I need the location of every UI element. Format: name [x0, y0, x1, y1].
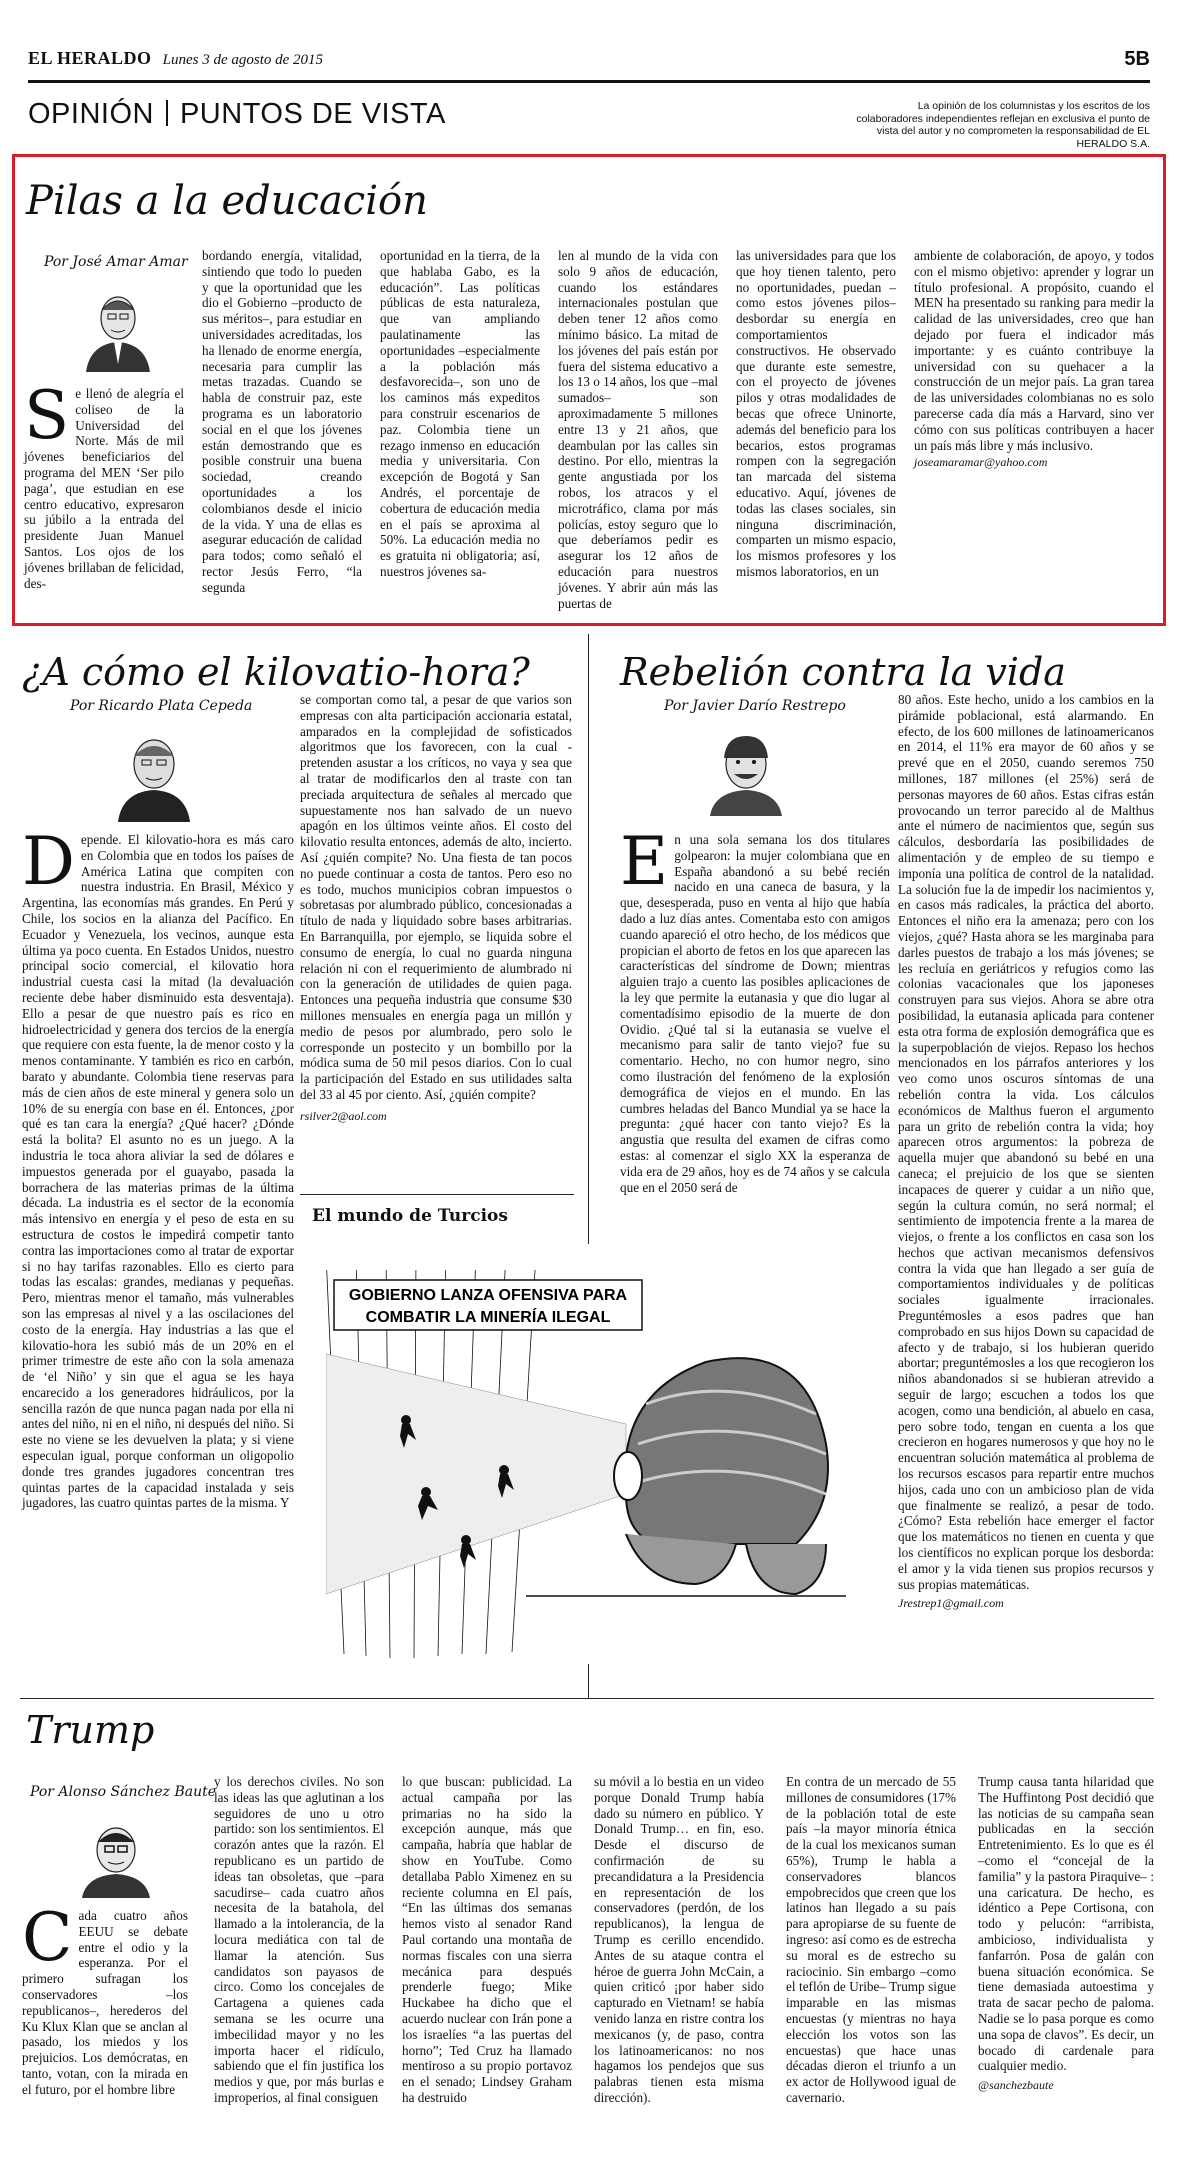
section-name: OPINIÓN [28, 98, 154, 130]
article-column-4: su móvil a lo bestia en un video porque Donald Trump había dado su número en público. Y Donald Trump… en fin, eso. Desde el discurso de confirmación de su precandidatura a la Presidencia en representación de los conservadores (perdón, de los republicanos), la lengua de Trump es cerillo encendido. Antes de su ataque contra el héroe de guerra John McCain, a quien criticó ¡por haber sido capturado en Vietnam! se había venido lanza en ristre contra los mexicanos (y, de paso, contra los latinoamericanos: no nos hagamos los pendejos que sus palabras tienen esta misma dirección). [594, 1774, 764, 2105]
cartoon-rule [300, 1194, 574, 1195]
masthead-rule [28, 80, 1150, 83]
article-byline: Por Ricardo Plata Cepeda [70, 698, 253, 714]
article-column-3: oportunidad en la tierra, de la que hablaba Gabo, es la educación”. Las políticas públicas de esta naturaleza, que van ampliando paulatinamente las oportunidades –especialmente a la población más desfavorecida–, son uno de los caminos más expeditos para construir escenarios de paz. Colombia tiene un rezago inmenso en educación media y universitaria. Con excepción de Bogotá y San Andrés, el porcentaje de cobertura de educación media en el país se aproxima al 50%. La educación media no es gratuita ni obligatoria; así, nuestros jóvenes sa- [380, 248, 540, 579]
article-column-1 [620, 823, 890, 1195]
article-column-2 [898, 692, 1154, 1612]
article-byline: Por José Amar Amar [44, 254, 188, 270]
drop-cap: S [24, 377, 70, 454]
drop-cap: D [22, 823, 75, 900]
article-title: Pilas a la educación [26, 178, 428, 224]
issue-date: Lunes 3 de agosto de 2015 [162, 52, 324, 68]
column-text: n una sola semana los dos titulares golpearon: la mujer colombiana que en España abandonó a su bebé recién nacido en una caneca de basura, y la que, desesperada, puso en venta al hijo que había dado a luz días antes. Comentaba esto con amigos cuando apareció el otro hecho, de los médicos que propician el aborto de fetos en los que aparecen las características del síndrome de Down; mientras alguien trajo a cuento las posibles aplicaciones de la ley que permite la eutanasia y que dio lugar al comentadísimo episodio de la muerte de don Ovidio. ¿Qué tal si la eutanasia se vuelve el mecanismo para salir de tanto viejo? fue su comentario. Hecho, no con humor negro, sino como ilustración del fenómeno de la explosión demográfica de viejos en el mundo. En las cumbres heladas del Banco Mundial ya se hace la pregunta: ¿qué hacer con tanto viejo? Es la angustia que resulta del examen de cifras como estas: al comenzar el siglo XX la esperanza de vida era de 29 años, hoy es de 74 años y se calcula que en el 2050 será de [620, 832, 890, 1195]
article-column-3: lo que buscan: publicidad. La actual campaña por las primarias no ha sido la excepción aunque, más que campaña, habría que hablar de show en YouTube. Como detallaba Pablo Ximenez en su reciente columna en El país, “En las últimas dos semanas hemos visto al senador Rand Paul cortando una montaña de normas fiscales con una sierra mecánica para después prenderle fuego; Mike Huckabee ha dicho que el acuerdo nuclear con Irán pone a los israelíes “a las puertas del horno”; Ted Cruz ha llamado mentiroso a su propio portavoz en el senado; Lindsey Graham ha destruido [402, 1774, 572, 2105]
article-column-5: En contra de un mercado de 55 millones de consumidores (17% de la población total de este país –la mayor minoría étnica de la cual los mexicanos suman 65%), Trump le habla a conservadores blancos empobrecidos que creen que los latinos han llegado a su país para apropiarse de su fuente de ingreso: así como es de estrecha su moral es de estrecho su raciocinio. Sin embargo –como el teflón de Uribe– Trump sigue imparable en las mismas encuestas (y mientras no haya elección los votos son las encuestas) que hace unas décadas dieron el triunfo a un ex actor de Hollywood igual de cavernario. [786, 1774, 956, 2105]
article-column-6 [914, 248, 1154, 471]
masthead [28, 48, 1150, 74]
column-text: ambiente de colaboración, de apoyo, y todos con el mismo objetivo: aprender y lograr un título profesional. A propósito, cuando el MEN ha presentado su ranking para medir la calidad de las universidades, creo que han dejado por fuera el indicador más importante: y es cuánto contribuye la universidad con su quehacer a la construcción de un mejor país. La gran tarea de las universidades colombianas no es solo parecerse cada día más a Harvard, sino ver cómo con sus políticas contribuyen a hacer un país más libre y más inclusivo. [914, 248, 1154, 453]
page-number: 5B [1124, 48, 1150, 70]
column-text: se comportan como tal, a pesar de que varios son empresas con alta participación accionaria estatal, amparados en la complejidad de sofisticados algoritmos que los favorecen, con la cual -pretenden asustar a los críticos, no vaya y sea que al tratar de modificarlos den al traste con tan preciada arquitectura de señales al mercado que supuestamente nos han salvado de un nuevo apagón en los últimos veinte años. El costo del kilovatio resulta entonces, además de alto, incierto. Así ¿quién compite? No. Una fiesta de tan pocos no puede continuar a costa de tantos. Pero eso no es todo, muchos municipios cobran impuestos o sobretasas por alumbrado público, concesionadas a título de nada y liquidado sobre bases arbitrarias. En Barranquilla, por ejemplo, se liquida sobre el consumo de energía, lo cual no guarda ninguna relación ni con el requerimiento de alumbrado ni con la generación de utilidades de quien paga. Entonces una pequeña industria que consume $30 millones mensuales en energía paga un millón y medio de pesos por alumbrado, pero solo le corresponde un postecito y un bombillo por la módica suma de 50 mil pesos diarios. Con lo cual la participación del Estado en sus utilidades salta del 33 al 45 por ciento. Así, ¿quién compite? [300, 692, 572, 1102]
author-email: rsilver2@aol.com [300, 1108, 387, 1123]
section-divider [166, 100, 168, 126]
editorial-cartoon [326, 1244, 848, 1664]
column-text: ada cuatro años EEUU se debate entre el odio y la esperanza. Por el primero sufragan los conservadores –los republicanos–, herederos del Ku Klux Klan que se anclan al pasado, los miedos y los prejuicios. Los demócratas, en tanto, votan, con la mirada en el futuro, por el hombre libre [22, 1908, 188, 2097]
author-portrait [80, 284, 156, 372]
column-text: 80 años. Este hecho, unido a los cambios en la pirámide poblacional, está alarmando. En efecto, de los 600 millones de latinoamericanos en 2014, el 11% era mayor de 60 años y se prevé que en el 2050, cuando seremos 750 millones, 187 millones (el 25%) será de personas mayores de 60 años. Estas cifras están provocando un terror parecido al de Malthus ante el número de nacimientos que, según sus cálculos, desbordaría las posibilidades de alimentación y de empleo de su tiempo e imponía una política de control de la natalidad. La solución fue la de impedir los nacimientos y, en casos más radicales, la práctica del aborto. Entonces el niño era la amenaza; pero con los viejos, ¿qué? Hasta ahora se les marginaba para darles puestos de trabajo a los más jóvenes; se les recluía en geriátricos y refugios como las colonias vacacionales que los japoneses construyen para sus viejos. Ahora se abre otra posibilidad, la eutanasia aplicada para contener esta otra forma de explosión demográfica que es la superpoblación de viejos. Repaso los hechos mencionados en los párrafos anteriores y los veo como unos oscuros síntomas de una rebelión contra la vida. Los cálculos económicos de Malthus fueron el argumento para un grito de rebelión contra la vida; hoy aparecen otros argumentos: la pobreza de aquella mujer que abandonó su bebé en una caneca; el prejuicio de los que se sienten incapaces de querer y cuidar a un niño que, según la cultura común, no será normal; el sentimiento de impotencia frente a la marea de viejos, o frente a los conflictos en casa son los hechos que activan mecanismos defensivos contra la vida que han llegado a ser guía de comportamientos individuales y de políticas sociales igualmente irracionales. Preguntémosles a esos padres que han comprobado en sus hijos Down su capacidad de afecto y de trabajo, si los hubieran querido abortar; preguntémosles a los que recogieron los niños abandonados si se hubieran atrevido a seguir de largo; escuchen a todos los que acogen, como una bendición, al abuelo en casa, pero sobre todo, tengan en cuenta a los que crecieron en hogares numerosos y que hoy no le encuentran solución matemática al problema de los recursos escasos para repartir entre muchos hijos, cada uno con un ambicioso plan de vida que finalmente se realizó, a pesar de todo. ¿Cómo? Esta rebelión hace emerger el factor que los matemáticos no tienen en cuenta y que los científicos no explican porque los desborda: el amor y la vida tienen sus propios recursos y sus propias matemáticas. [898, 692, 1154, 1592]
cartoon-section-title: El mundo de Turcios [312, 1206, 508, 1226]
author-portrait [76, 1814, 156, 1898]
article-title: Trump [26, 1708, 155, 1752]
article-byline: Por Alonso Sánchez Baute [30, 1784, 217, 1800]
article-column-2: y los derechos civiles. No son las ideas las que aglutinan a los seguidores de uno u otro partido: son los sentimientos. El corazón antes que la razón. El republicano es un partido de ideas tan obsoletas, que –para sacudirse– cada cuatro años necesita de la batahola, del llamado a la intolerancia, de la locura mediática con tal de llamar la atención. Sus candidatos son payasos de circo. Como los concejales de Cartagena a quienes cada semana se les ocurre una imbecilidad mayor y no les importa hacer el ridículo, sabiendo que el fin justifica los medios y que, por más burlas e improperios, al final consiguen [214, 1774, 384, 2105]
article-column-4: len al mundo de la vida con solo 9 años de educación, cuando los estándares internacionales postulan que deben tener 12 años como mínimo básico. La mitad de los jóvenes del país están por fuera del sistema educativo a los 13 o 14 años, los que –mal sumados– son aproximadamente 5 millones entre 13 y 21 años, que deambulan por las calles sin destino. Por ello, mientras la gente angustiada por los robos, los atracos y el microtráfico, clama por más policías, estoy seguro que lo que deberíamos pedir es asegurar los 12 años de educación para nuestros jóvenes. Y abrir aún más las puertas de [558, 248, 718, 611]
section-header [28, 98, 446, 131]
author-portrait [110, 726, 198, 822]
column-text: e llenó de alegría el coliseo de la Universidad del Norte. Más de mil jóvenes beneficiarios del programa del MEN ‘Ser pilo paga’, que estudian en ese centro educativo, expresaron su júbilo a la entrada del presidente Juan Manuel Santos. Los ojos de los jóvenes brillaban de felicidad, des- [24, 386, 184, 591]
author-email: @sanchezbaute [978, 2078, 1054, 2093]
drop-cap: C [22, 1899, 73, 1976]
article-column-2 [300, 692, 572, 1125]
newspaper-name: EL HERALDO [28, 48, 152, 68]
author-portrait [704, 724, 788, 816]
article-byline: Por Javier Darío Restrepo [664, 698, 846, 714]
article-column-6 [978, 1774, 1154, 2094]
section-subname: PUNTOS DE VISTA [179, 98, 446, 130]
column-text: Trump causa tanta hilaridad que The Huffintong Post decidió que las noticias de su campaña sean publicadas en la sección Entretenimiento. Es lo que es él –como el “concejal de la familia” y la pastora Piraquive– : una caricatura. De hecho, es idéntico a Pepe Cortisona, con todo y pelucón: “arribista, ambicioso, individualista y fanfarrón. Posa de galán con buena situación económica. Se tiene demasiada autoestima y trata de sacar pecho de paloma. Nadie se lo pasa porque es como una sopa de clavos”. Es decir, un bocado di cardenale para cualquier medio. [978, 1774, 1154, 2074]
article-column-5: las universidades para que los que hoy tienen talento, pero no oportunidades, puedan –como estos jóvenes pilos– desbordar su energía en comportamientos constructivos. He observado que durante este semestre, con el proyecto de jóvenes pilos y otras modalidades de becas que ofrece Uninorte, además del beneficio para los becarios, estos programas rompen con la segregación tan marcada del sistema educativo. Aquí, jóvenes de todas las clases sociales, sin ninguna discriminación, comparten un mismo espacio, los mismos profesores y los mismos laboratorios, en un [736, 248, 896, 579]
article-column-1 [22, 1899, 188, 2098]
drop-cap: E [620, 823, 669, 900]
article-column-2: bordando energía, vitalidad, sintiendo que todo lo pueden y que la oportunidad que les dio el Gobierno –producto de sus méritos–, para estudiar en universidades acreditadas, los ha llenado de enorme energía, necesaria para cumplir las metas trazadas. Cuando se habla de construir paz, este programa es un laboratorio social en el que los jóvenes están demostrando que es posible construir una buena sociedad, creando oportunidades a los colombianos desde el inicio de la vida. Y una de ellas es asegurar educación de calidad para todos; como señaló el rector Jesús Ferro, “la segunda [202, 248, 362, 595]
cartoon-caption-line-1: GOBIERNO LANZA OFENSIVA PARA [348, 1287, 628, 1304]
author-email: joseamaramar@yahoo.com [914, 455, 1048, 470]
article-column-1 [22, 823, 294, 1511]
article-title: Rebelión contra la vida [620, 650, 1066, 694]
column-text: epende. El kilovatio-hora es más caro en Colombia que en todos los países de América Latina que compiten con nuestra industria. En Brasil, México y Argentina, las economías más grandes. En Perú y Chile, los socios en la alianza del Pacífico. En Ecuador y Venezuela, los vecinos, aunque esta última ya poco cuenta. En Estados Unidos, nuestro principal socio comercial, el kilovatio hora industrial cuesta casi la mitad (la devaluación reciente debe haber disminuido esta desventaja). Ello a pesar de que nuestro país es rico en hidroelectricidad y genera dos tercios de la energía que requiere con esta fuente, la de menor costo y la menos contaminante. Y también es rico en carbón, barato y abundante. Colombia tiene reservas para más de cien años de este mineral y genera solo un 10% de su energía con base en él. Entonces, ¿por qué es tan cara la energía? ¿Qué hacer? ¿Dónde está la bolita? El asunto no es un juego. A la industria le toca ahora aliviar la sed de dólares e impuestos generada por el guayabo, pasada la borrachera de las materias primas de la última década. La industria es el sector de la economía más intensivo en energía y el peso de esta en su estructura de costos le impedirá competir tanto contra las importaciones como al tratar de exportar si no hay tarifas razonables. Ello es cierto para todas las escalas: grandes, medianas y pequeñas. Pero, mientras menor el tamaño, más vulnerables son las empresas al nivel y a las oscilaciones del costo de la energía. Hay industrias a las que el kilovatio-hora les subió más de un 20% en el primer trimestre de este año con la sola amenaza de ‘el Niño’ y sin que el agua se les haya encarecido a los generadores hidráulicos, por la sencilla razón de que nunca pagan nada por ella ni antes del niño, ni en el niño, ni después del niño. Si este no viene se les devuelven la plata; y si viene especulan igual, porque conforman un oligopolio donde tres grandes jugadores concentran tres quintas partes de la capacidad instalada y seis jugadores, las cuatro quintas partes de la misma. Y [22, 832, 294, 1511]
editorial-disclaimer: La opinión de los columnistas y los escritos de los colaboradores independientes reflejan en exclusiva el punto de vista del autor y no comprometen la responsabilidad de EL HERALDO S.A. [856, 100, 1150, 150]
section-rule [20, 1698, 1154, 1699]
cartoon-caption-line-2: COMBATIR LA MINERÍA ILEGAL [365, 1309, 611, 1326]
author-email: Jrestrep1@gmail.com [898, 1596, 1004, 1611]
article-column-1 [24, 377, 184, 591]
article-title: ¿A cómo el kilovatio-hora? [22, 650, 530, 694]
